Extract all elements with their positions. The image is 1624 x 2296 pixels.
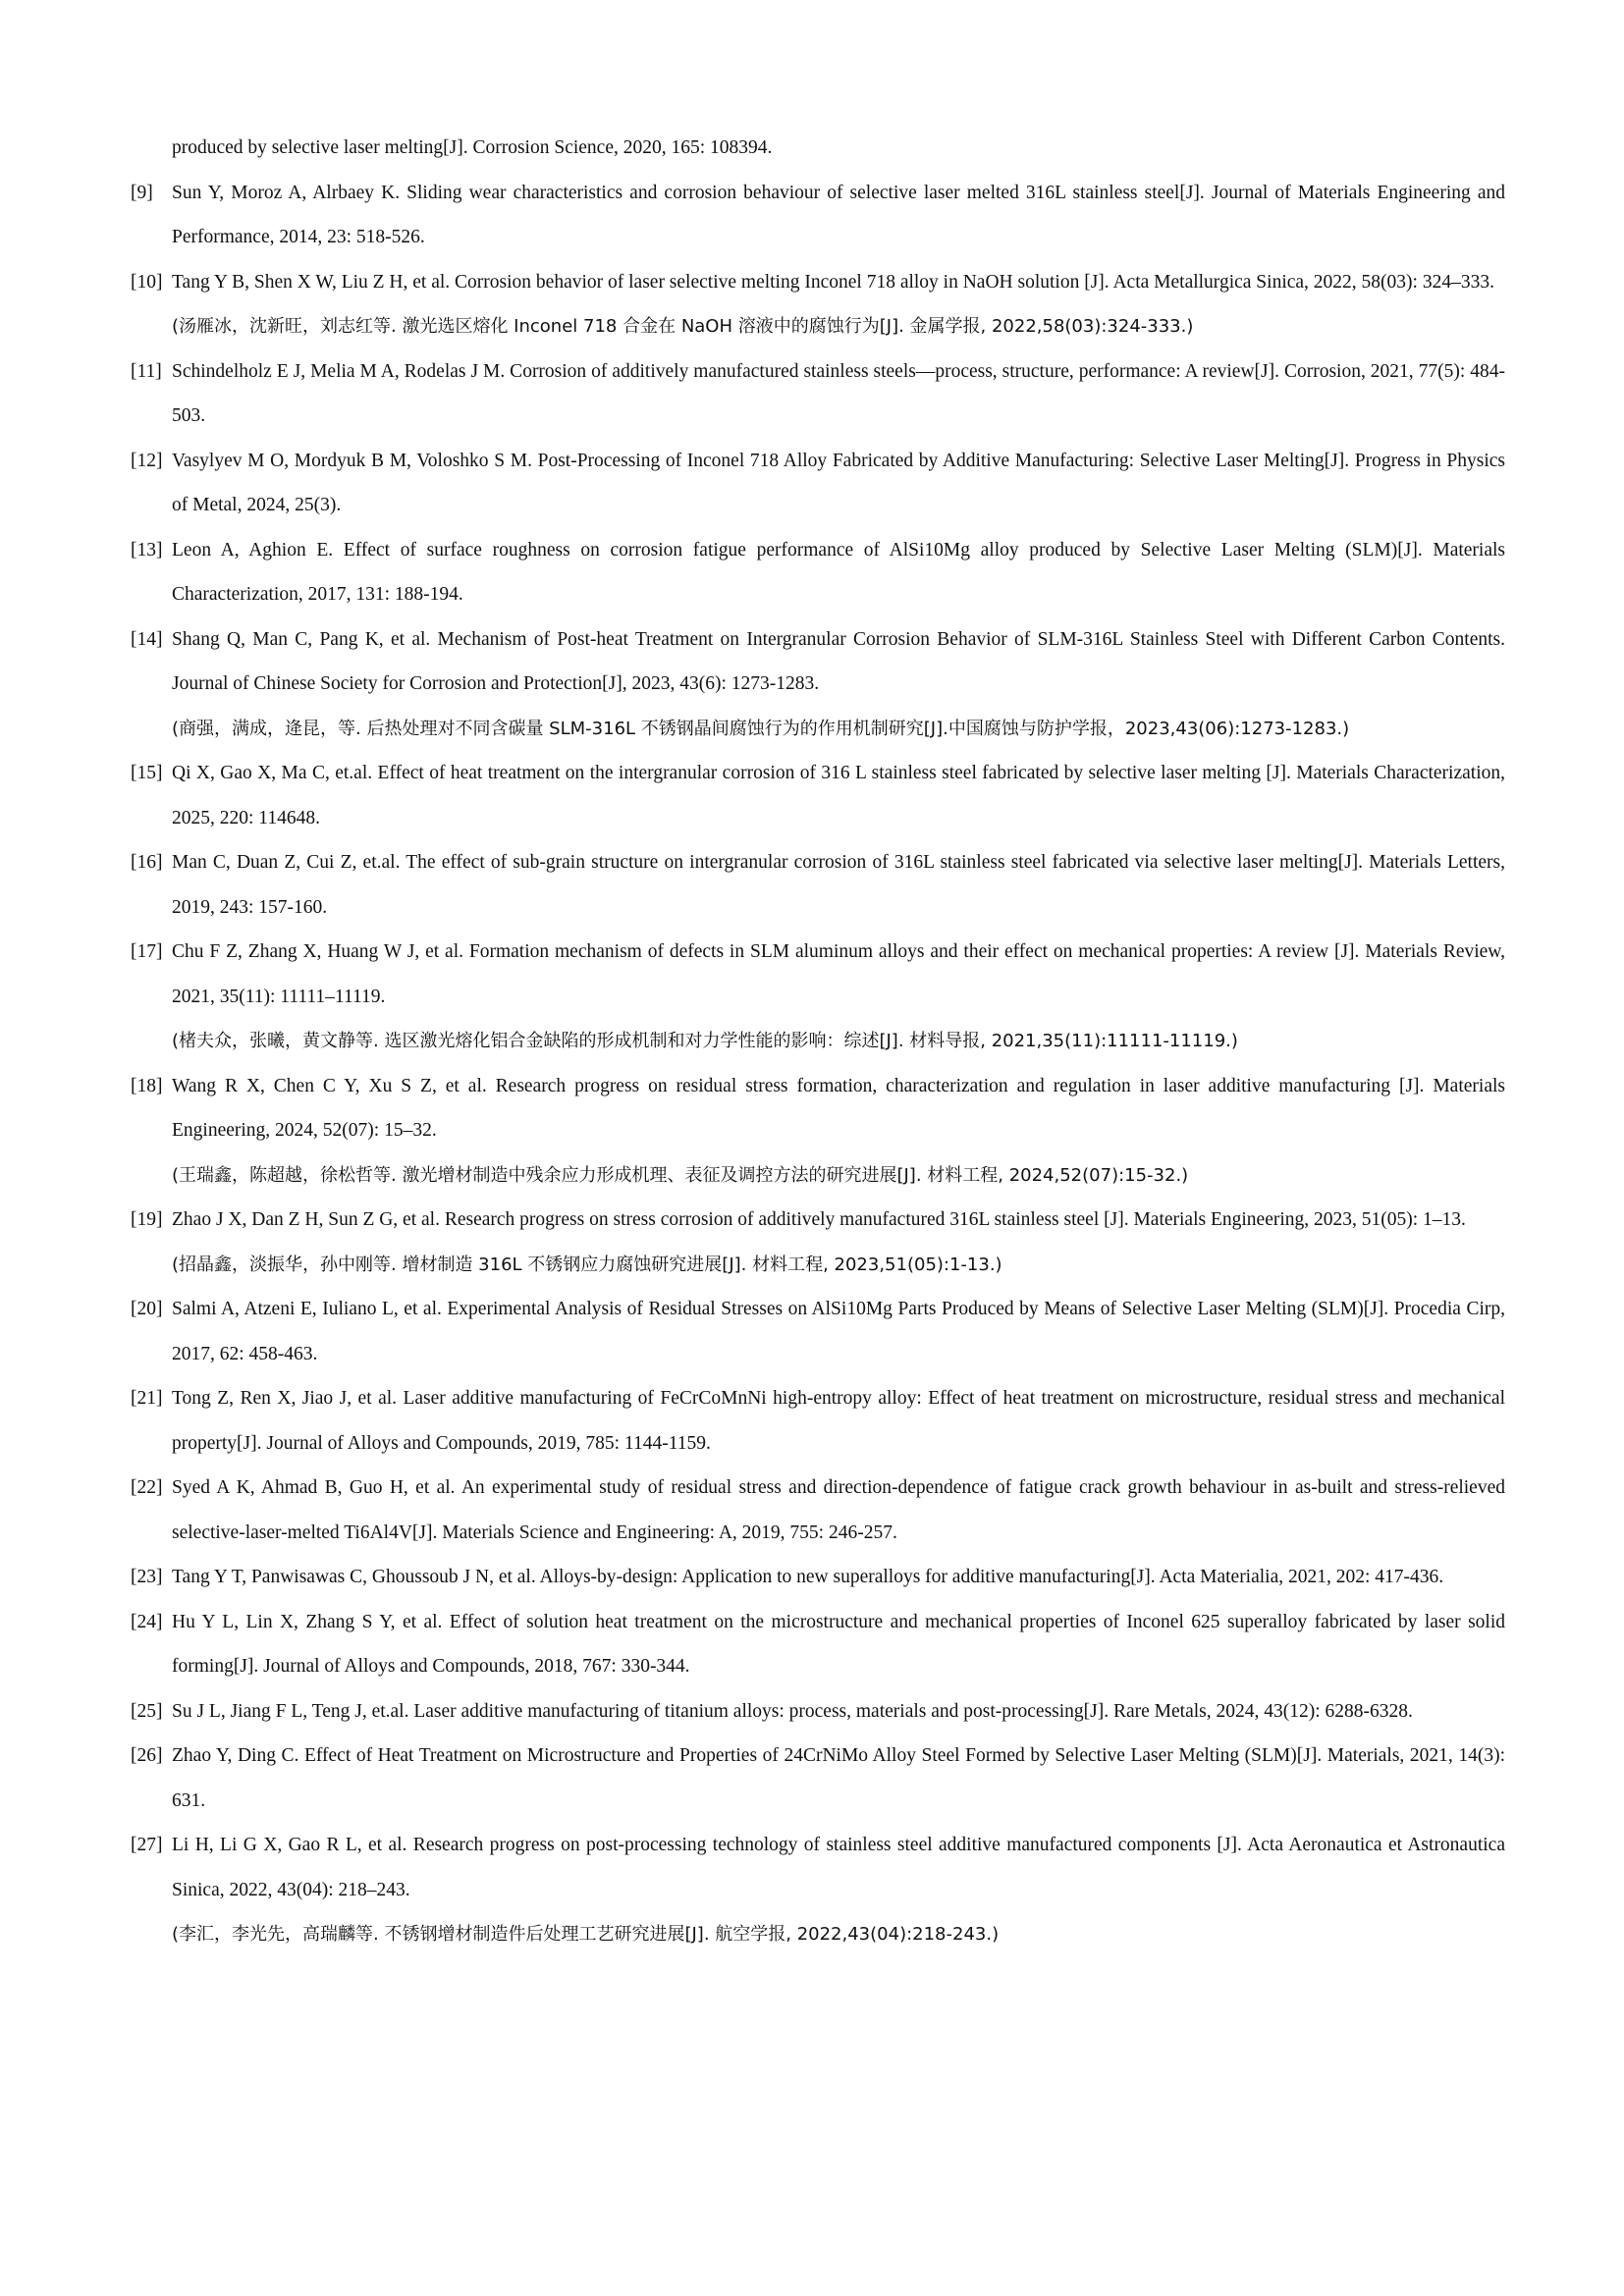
reference-item <box>131 349 1505 439</box>
reference-text: Sun Y, Moroz A, Alrbaey K. Sliding wear characteristics and corrosion behaviour of selective laser melted 316L stainless steel[J]. Journal of Materials Engineering and Performance, 2014, 23: 518-526. <box>172 182 1505 247</box>
reference-text: Zhao Y, Ding C. Effect of Heat Treatment on Microstructure and Properties of 24CrNiMo Alloy Steel Formed by Selective Laser Melting (SLM)[J]. Materials, 2021, 14(3): 631. <box>172 1745 1505 1811</box>
reference-chinese-translation: (楮夫众，张曦，黄文静等. 选区激光熔化铝合金缺陷的形成机制和对力学性能的影响：综述[J]. 材料导报, 2021,35(11):11111-11119.) <box>172 1031 1238 1051</box>
reference-entries <box>131 171 1505 1957</box>
reference-item <box>131 1064 1505 1199</box>
reference-text: Shang Q, Man C, Pang K, et al. Mechanism of Post-heat Treatment on Intergranular Corrosion Behavior of SLM-316L Stainless Steel with Different Carbon Contents. Journal of Chinese Society for Corrosion and Protection[J], 2023, 43(6): 1273-1283. <box>172 628 1505 694</box>
reference-number: [20] <box>131 1299 163 1319</box>
reference-text: Tang Y T, Panwisawas C, Ghoussoub J N, et al. Alloys-by-design: Application to new superalloys for additive manufacturing[J]. Acta Materialia, 2021, 202: 417-436. <box>172 1567 1444 1587</box>
reference-number: [24] <box>131 1611 163 1632</box>
reference-item <box>131 528 1505 617</box>
reference-text: Su J L, Jiang F L, Teng J, et.al. Laser additive manufacturing of titanium alloys: process, materials and post-processing[J]. Rare Metals, 2024, 43(12): 6288-6328. <box>172 1700 1413 1722</box>
reference-number: [19] <box>131 1209 163 1230</box>
reference-number: [17] <box>131 941 163 962</box>
reference-text: Salmi A, Atzeni E, Iuliano L, et al. Experimental Analysis of Residual Stresses on AlSi10Mg Parts Produced by Means of Selective Laser Melting (SLM)[J]. Procedia Cirp, 2017, 62: 458-463. <box>172 1299 1505 1364</box>
reference-item <box>131 1198 1505 1287</box>
reference-text: Tang Y B, Shen X W, Liu Z H, et al. Corrosion behavior of laser selective melting Inconel 718 alloy in NaOH solution [J]. Acta Metallurgica Sinica, 2022, 58(03): 324–333. <box>172 271 1494 293</box>
reference-item <box>131 171 1505 260</box>
reference-text: Syed A K, Ahmad B, Guo H, et al. An experimental study of residual stress and direction-dependence of fatigue crack growth behaviour in as-built and stress-relieved selective-laser-melted Ti6Al4V[J]. Materials Science and Engineering: A, 2019, 755: 246-257. <box>172 1477 1505 1543</box>
reference-text: Zhao J X, Dan Z H, Sun Z G, et al. Research progress on stress corrosion of additively manufactured 316L stainless steel [J]. Materials Engineering, 2023, 51(05): 1–13. <box>172 1209 1466 1230</box>
reference-chinese-translation: (汤雁冰，沈新旺，刘志红等. 激光选区熔化 Inconel 718 合金在 NaOH 溶液中的腐蚀行为[J]. 金属学报, 2022,58(03):324-333.) <box>172 316 1194 337</box>
reference-number: [14] <box>131 628 163 650</box>
reference-number: [11] <box>131 360 162 382</box>
reference-text: Leon A, Aghion E. Effect of surface roughness on corrosion fatigue performance of AlSi10Mg alloy produced by Selective Laser Melting (SLM)[J]. Materials Characterization, 2017, 131: 188-194. <box>172 539 1505 605</box>
reference-text: Qi X, Gao X, Ma C, et.al. Effect of heat treatment on the intergranular corrosion of 316 L stainless steel fabricated by selective laser melting [J]. Materials Characterization, 2025, 220: 114648. <box>172 763 1505 828</box>
reference-item <box>131 751 1505 840</box>
reference-number: [15] <box>131 763 163 783</box>
reference-item <box>131 1376 1505 1466</box>
reference-chinese-translation: (招晶鑫，淡振华，孙中刚等. 增材制造 316L 不锈钢应力腐蚀研究进展[J]. 材料工程, 2023,51(05):1-13.) <box>172 1254 1002 1275</box>
reference-text: Wang R X, Chen C Y, Xu S Z, et al. Research progress on residual stress formation, characterization and regulation in laser additive manufacturing [J]. Materials Engineering, 2024, 52(07): 15–32. <box>172 1075 1505 1141</box>
reference-item <box>131 1466 1505 1555</box>
reference-item <box>131 930 1505 1064</box>
reference-number: [26] <box>131 1745 163 1766</box>
reference-number: [10] <box>131 271 163 293</box>
reference-text: Hu Y L, Lin X, Zhang S Y, et al. Effect of solution heat treatment on the microstructure and mechanical properties of Inconel 625 superalloy fabricated by laser solid forming[J]. Journal of Alloys and Compounds, 2018, 767: 330-344. <box>172 1611 1505 1677</box>
reference-item <box>131 1823 1505 1957</box>
reference-text: Chu F Z, Zhang X, Huang W J, et al. Formation mechanism of defects in SLM aluminum alloys and their effect on mechanical properties: A review [J]. Materials Review, 2021, 35(11): 11111–11119. <box>172 941 1505 1007</box>
reference-chinese-translation: (王瑞鑫，陈超越，徐松哲等. 激光增材制造中残余应力形成机理、表征及调控方法的研究进展[J]. 材料工程, 2024,52(07):15-32.) <box>172 1164 1189 1186</box>
reference-number: [25] <box>131 1700 163 1722</box>
reference-text: Tong Z, Ren X, Jiao J, et al. Laser additive manufacturing of FeCrCoMnNi high-entropy alloy: Effect of heat treatment on microstructure, residual stress and mechanical property[J]. Journal of Alloys and Compounds, 2019, 785: 1144-1159. <box>172 1388 1505 1454</box>
reference-list <box>131 126 1505 1957</box>
reference-item <box>131 1287 1505 1376</box>
reference-item <box>131 617 1505 752</box>
reference-number: [22] <box>131 1477 163 1498</box>
reference-chinese-translation: (李汇，李光先，高瑞麟等. 不锈钢增材制造件后处理工艺研究进展[J]. 航空学报, 2022,43(04):218-243.) <box>172 1924 1000 1945</box>
reference-text: Vasylyev M O, Mordyuk B M, Voloshko S M. Post-Processing of Inconel 718 Alloy Fabricated by Additive Manufacturing: Selective Laser Melting[J]. Progress in Physics of Metal, 2024, 25(3). <box>172 450 1505 515</box>
reference-text: Li H, Li G X, Gao R L, et al. Research progress on post-processing technology of stainless steel additive manufactured components [J]. Acta Aeronautica et Astronautica Sinica, 2022, 43(04): 218–243. <box>172 1835 1505 1900</box>
reference-number: [21] <box>131 1388 163 1409</box>
reference-number: [12] <box>131 450 163 471</box>
reference-item <box>131 1600 1505 1689</box>
reference-number: [13] <box>131 539 163 561</box>
reference-chinese-translation: (商强，满成，逄昆，等. 后热处理对不同含碳量 SLM-316L 不锈钢晶间腐蚀行为的作用机制研究[J].中国腐蚀与防护学报，2023,43(06):1273-1283.) <box>172 718 1350 739</box>
reference-number: [16] <box>131 852 163 873</box>
reference-item <box>131 1555 1505 1600</box>
reference-number: [18] <box>131 1075 163 1096</box>
reference-item <box>131 1734 1505 1823</box>
reference-text: Schindelholz E J, Melia M A, Rodelas J M. Corrosion of additively manufactured stainless steels—process, structure, performance: A review[J]. Corrosion, 2021, 77(5): 484-503. <box>172 360 1505 426</box>
reference-continuation: produced by selective laser melting[J]. Corrosion Science, 2020, 165: 108394. <box>172 137 773 158</box>
reference-item <box>131 1689 1505 1735</box>
reference-number: [23] <box>131 1567 163 1587</box>
reference-item <box>131 439 1505 528</box>
reference-number: [27] <box>131 1835 163 1855</box>
reference-item <box>131 840 1505 930</box>
reference-number: [9] <box>131 182 153 203</box>
reference-text: Man C, Duan Z, Cui Z, et.al. The effect of sub-grain structure on intergranular corrosion of 316L stainless steel fabricated via selective laser melting[J]. Materials Letters, 2019, 243: 157-160. <box>172 852 1505 918</box>
reference-item <box>131 260 1505 349</box>
